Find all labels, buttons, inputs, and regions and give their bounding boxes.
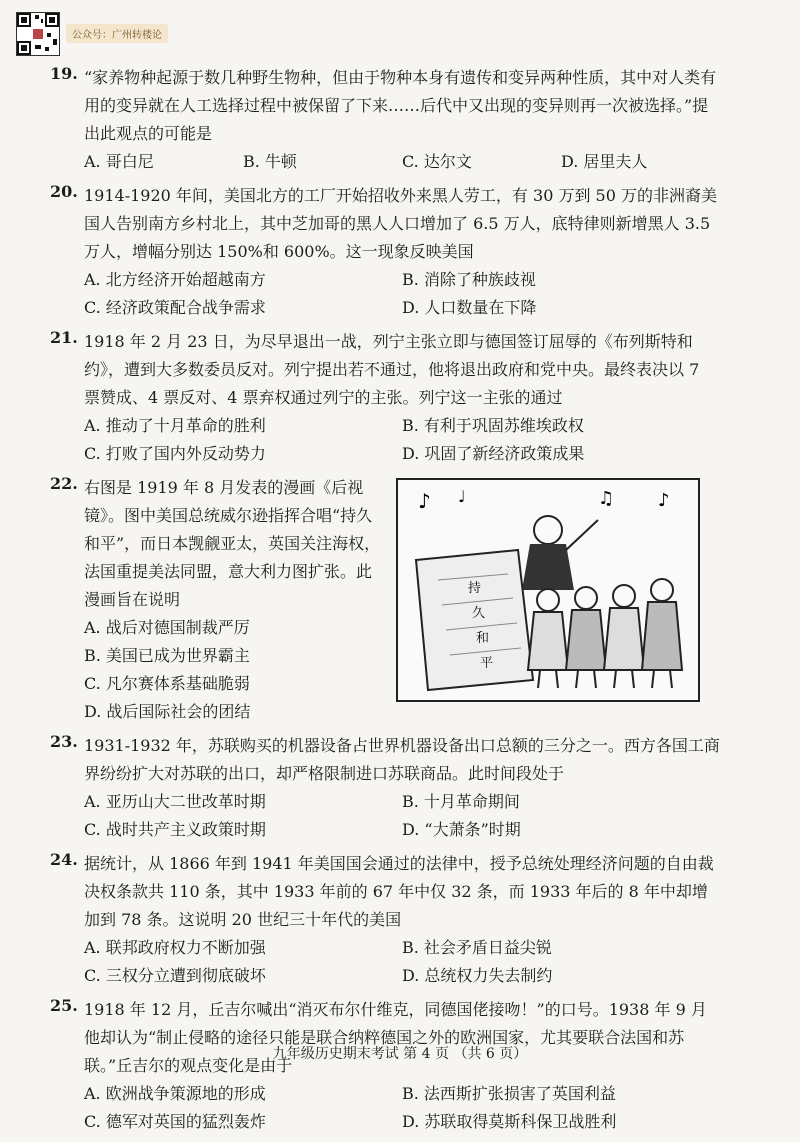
option-a: A. 战后对德国制裁严厉 <box>84 618 250 637</box>
svg-text:♪: ♪ <box>418 489 431 513</box>
option-d: D. 巩固了新经济政策成果 <box>402 444 585 463</box>
question-number: 22. <box>50 474 78 493</box>
question-stem: 1918 年 12 月，丘吉尔喊出“消灭布尔什维克，同德国佬接吻！”的口号。1938 年 9 月他却认为“制止侵略的途径只能是联合纳粹德国之外的欧洲国家，尤其要联合法国和苏联。”丘吉尔的观点变化是由于 <box>84 1000 707 1075</box>
question-24 <box>50 850 720 990</box>
question-text-column <box>84 474 384 732</box>
question-stem: “家养物种起源于数几种野生物种，但由于物种本身有遗传和变异两种性质，其中对人类有用的变异就在人工选择过程中被保留了下来……后代中又出现的变异则再一次被选择。”提出此观点的可能是 <box>84 68 717 143</box>
question-23 <box>50 732 720 844</box>
question-stem: 1931-1932 年，苏联购买的机器设备占世界机器设备出口总额的三分之一。西方各国工商界纷纷扩大对苏联的出口，却严格限制进口苏联商品。此时间段处于 <box>84 736 720 783</box>
option-a: A. 哥白尼 <box>84 152 154 171</box>
question-number: 23. <box>50 732 78 751</box>
qr-code-icon <box>17 13 59 55</box>
cartoon-label: 和 <box>476 631 490 646</box>
option-c: C. 三权分立遭到彻底破坏 <box>84 966 266 985</box>
question-stem: 右图是 1919 年 8 月发表的漫画《后视镜》。图中美国总统威尔逊指挥合唱“持久和平”，而日本觊觎亚太，英国关注海权，法国重提美法同盟，意大利力图扩张。此漫画旨在说明 <box>84 478 381 609</box>
option-list <box>84 614 364 726</box>
cartoon-rear-view-mirror <box>396 478 700 702</box>
question-25 <box>50 996 720 1136</box>
option-b: B. 消除了种族歧视 <box>402 270 536 289</box>
option-list <box>84 148 720 176</box>
option-b: B. 十月革命期间 <box>402 792 520 811</box>
option-d: D. 苏联取得莫斯科保卫战胜利 <box>402 1112 617 1131</box>
option-c: C. 战时共产主义政策时期 <box>84 820 266 839</box>
option-c: C. 打败了国内外反动势力 <box>84 444 266 463</box>
option-d: D. 战后国际社会的团结 <box>84 702 251 721</box>
question-22 <box>50 474 720 732</box>
question-number: 25. <box>50 996 78 1015</box>
option-c: C. 德军对英国的猛烈轰炸 <box>84 1112 266 1131</box>
qr-code <box>16 12 60 56</box>
watermark: 公众号：广州转楼论 <box>66 24 168 43</box>
question-number: 19. <box>50 64 78 83</box>
cartoon-label: 平 <box>480 656 494 671</box>
option-b: B. 美国已成为世界霸主 <box>84 646 250 665</box>
option-b: B. 有利于巩固苏维埃政权 <box>402 416 584 435</box>
option-a: A. 北方经济开始超越南方 <box>84 270 266 289</box>
question-number: 21. <box>50 328 78 347</box>
option-list <box>84 788 720 844</box>
option-c: C. 凡尔赛体系基础脆弱 <box>84 674 250 693</box>
option-list <box>84 1080 720 1136</box>
question-21 <box>50 328 720 468</box>
option-d: D. 人口数量在下降 <box>402 298 537 317</box>
question-stem: 1914-1920 年间，美国北方的工厂开始招收外来黑人劳工，有 30 万到 50 万的非洲裔美国人告别南方乡村北上，其中芝加哥的黑人人口增加了 6.5 万人，底特律则新增黑人 3.5 万人，增幅分别达 150%和 600%。这一现象反映美国 <box>84 186 717 261</box>
option-list <box>84 412 720 468</box>
option-b: B. 牛顿 <box>243 152 297 171</box>
page-footer: 九年级历史期末考试 第 4 页 （共 6 页） <box>272 1046 528 1062</box>
option-d: D. “大萧条”时期 <box>402 820 521 839</box>
option-list <box>84 266 720 322</box>
question-page <box>50 64 720 1142</box>
question-19 <box>50 64 720 176</box>
cartoon-illustration <box>398 480 698 700</box>
svg-text:♫: ♫ <box>598 488 615 509</box>
option-b: B. 法西斯扩张损害了英国利益 <box>402 1084 616 1103</box>
svg-text:♪: ♪ <box>658 490 670 511</box>
question-stem: 据统计，从 1866 年到 1941 年美国国会通过的法律中，授予总统处理经济问题的自由裁决权条款共 110 条，其中 1933 年前的 67 年中仅 32 条，而 1933 年后的 8 年中却增加到 78 条。这说明 20 世纪三十年代的美国 <box>84 854 714 929</box>
option-c: C. 经济政策配合战争需求 <box>84 298 266 317</box>
svg-text:♩: ♩ <box>458 487 466 506</box>
option-a: A. 欧洲战争策源地的形成 <box>84 1084 266 1103</box>
option-d: D. 居里夫人 <box>561 152 648 171</box>
cartoon-label: 持 <box>468 581 482 596</box>
question-20 <box>50 182 720 322</box>
option-list <box>84 934 720 990</box>
cartoon-label: 久 <box>472 606 486 621</box>
question-number: 24. <box>50 850 78 869</box>
option-b: B. 社会矛盾日益尖锐 <box>402 938 552 957</box>
question-number: 20. <box>50 182 78 201</box>
option-c: C. 达尔文 <box>402 152 472 171</box>
option-d: D. 总统权力失去制约 <box>402 966 553 985</box>
option-a: A. 亚历山大二世改革时期 <box>84 792 266 811</box>
question-stem: 1918 年 2 月 23 日，为尽早退出一战，列宁主张立即与德国签订屈辱的《布列斯特和约》，遭到大多数委员反对。列宁提出若不通过，他将退出政府和党中央。最终表决以 7 票赞成、4 票反对、4 票弃权通过列宁的主张。列宁这一主张的通过 <box>84 332 700 407</box>
option-a: A. 推动了十月革命的胜利 <box>84 416 266 435</box>
option-a: A. 联邦政府权力不断加强 <box>84 938 266 957</box>
